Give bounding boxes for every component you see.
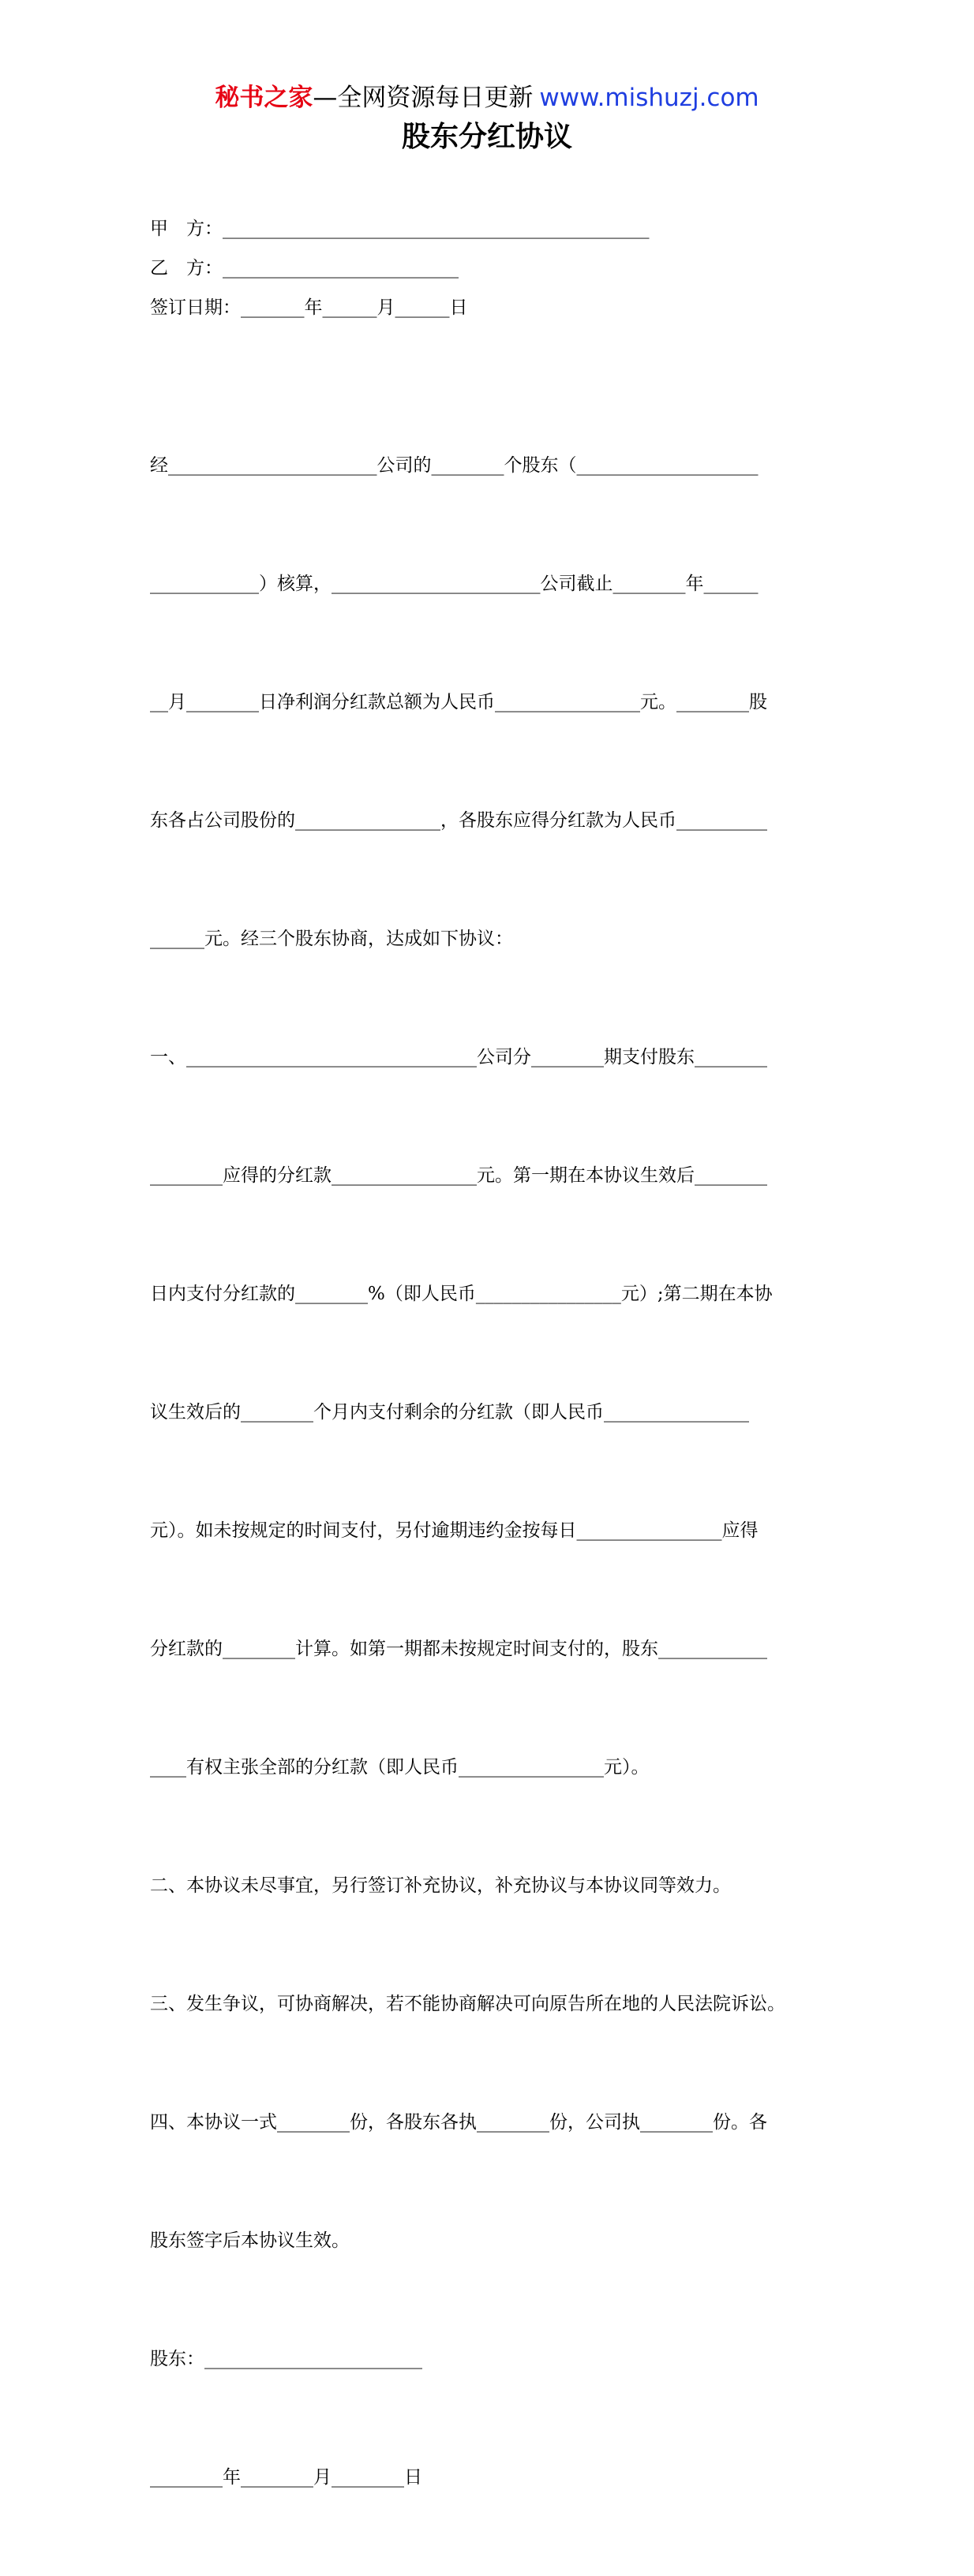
body-line: 经_______________________公司的________个股东（____________________ <box>150 455 759 476</box>
site-brand: 秘书之家 <box>215 84 313 112</box>
clause-1-line: 日内支付分红款的________%（即人民币________________元）;第二期在本协 <box>150 1284 773 1304</box>
site-header <box>0 79 974 117</box>
party-a-line: 甲 方：_______________________________________________ <box>150 219 650 239</box>
clause-1-line: 分红款的________计算。如第一期都未按规定时间支付的，股东____________ <box>150 1639 767 1659</box>
clause-1-line: ________应得的分红款________________元。第一期在本协议生效后________ <box>150 1165 767 1186</box>
clause-4-line: 四、本协议一式________份，各股东各执________份，公司执________份。各 <box>150 2112 767 2133</box>
site-tagline: —全网资源每日更新 <box>313 84 534 112</box>
signature-date-line: ________年________月________日 <box>150 2467 422 2488</box>
body-line: ____________）核算，_______________________公司截止________年______ <box>150 574 759 594</box>
sign-date-line: 签订日期：_______年______月______日 <box>150 297 468 318</box>
site-url[interactable]: www.mishuzj.com <box>539 84 759 112</box>
clause-2-line: 二、本协议未尽事宜，另行签订补充协议，补充协议与本协议同等效力。 <box>150 1875 731 1896</box>
document-title: 股东分红协议 <box>401 121 572 153</box>
body-line: __月________日净利润分红款总额为人民币________________元。________股 <box>150 692 767 712</box>
party-b-line: 乙 方：__________________________ <box>150 258 459 279</box>
clause-1-line: 元）。如未按规定的时间支付，另付逾期违约金按每日________________应得 <box>150 1520 759 1541</box>
clause-1-line: ____有权主张全部的分红款（即人民币________________元）。 <box>150 1757 650 1778</box>
agreement-body <box>150 367 829 2576</box>
body-line: ______元。经三个股东协商，达成如下协议： <box>150 929 513 949</box>
clause-1-line: 议生效后的________个月内支付剩余的分红款（即人民币________________ <box>150 1402 749 1423</box>
shareholder-signature-line: 股东：________________________ <box>150 2349 422 2369</box>
clause-4-line: 股东签字后本协议生效。 <box>150 2230 350 2251</box>
clause-1-line: 一、________________________________公司分________期支付股东________ <box>150 1047 767 1067</box>
clause-3-line: 三、发生争议，可协商解决，若不能协商解决可向原告所在地的人民法院诉讼。 <box>150 1994 785 2014</box>
body-line: 东各占公司股份的________________，各股东应得分红款为人民币__________ <box>150 810 767 831</box>
